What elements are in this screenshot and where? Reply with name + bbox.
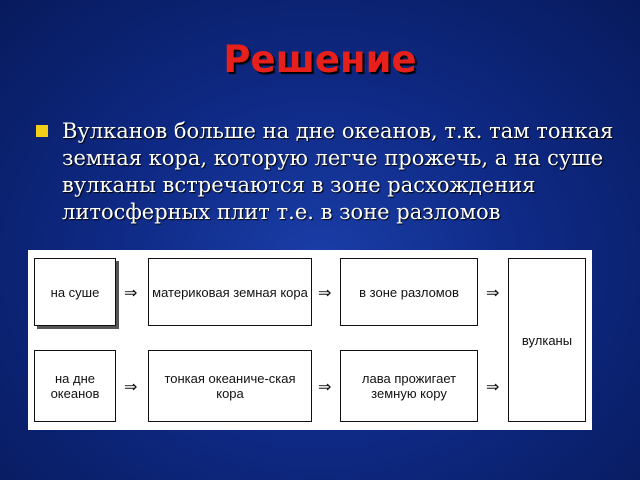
box-on-land: на суше [34,258,116,326]
box-continental-crust: материковая земная кора [148,258,312,326]
bullet-square-icon [36,125,48,137]
arrow-icon: ⇒ [124,379,138,396]
box-ocean-floor: на дне океанов [34,350,116,422]
arrow-icon: ⇒ [486,285,500,302]
box-oceanic-crust: тонкая океаниче-ская кора [148,350,312,422]
box-volcanoes: вулканы [508,258,586,422]
bullet-item [36,118,616,226]
box-lava-burns-crust: лава прожигает земную кору [340,350,478,422]
arrow-icon: ⇒ [124,285,138,302]
box-fault-zone: в зоне разломов [340,258,478,326]
bullet-text: Вулканов больше на дне океанов, т.к. там тонкая земная кора, которую легче прожечь, а на суше вулканы встречаются в зоне расхождения литосферных плит т.е. в зоне разломов [62,119,614,224]
volcano-diagram [28,250,592,430]
arrow-icon: ⇒ [486,379,500,396]
arrow-icon: ⇒ [318,379,332,396]
arrow-icon: ⇒ [318,285,332,302]
slide-title: Решение [223,38,417,81]
